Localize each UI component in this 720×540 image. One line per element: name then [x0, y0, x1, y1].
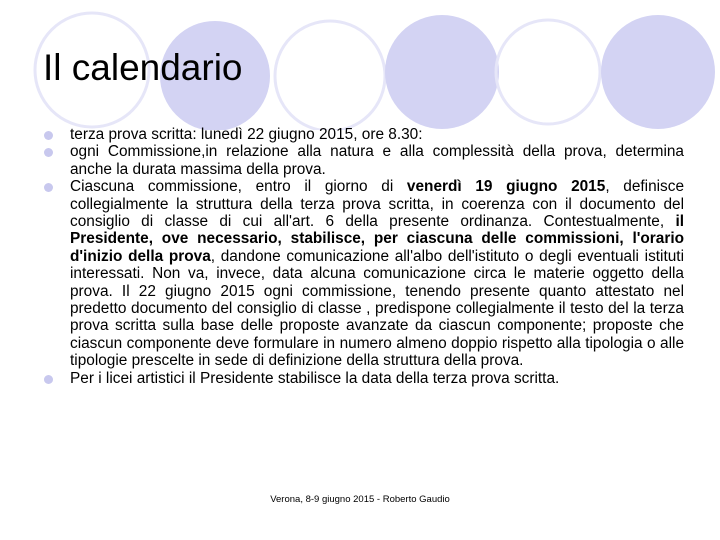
bullet-text-bold: il Presidente, ove necessario, stabilisce, per ciascuna delle commissioni, l'orario d'inizio della prova	[70, 213, 684, 265]
bullet-item	[44, 143, 684, 178]
bullet-item	[44, 370, 684, 387]
bullet-text: Ciascuna commissione, entro il giorno di	[70, 178, 407, 196]
slide-footer: Verona, 8-9 giugno 2015 - Roberto Gaudio	[270, 494, 450, 505]
circle-outline-3	[496, 20, 600, 124]
bullet-dot-icon	[44, 131, 53, 140]
bullet-text: , definisce collegialmente la struttura della terza prova scritta, in coerenza con il documento del consiglio di classe di cui all'art. 6 della presente ordinanza. Contestualmente,	[70, 178, 684, 231]
bullet-item	[44, 178, 684, 369]
bullet-text: terza prova scritta: lunedì 22 giugno 2015, ore 8.30:	[70, 126, 423, 143]
bullet-dot-icon	[44, 183, 53, 192]
bullet-list	[44, 126, 684, 387]
bullet-text: ogni Commissione,in relazione alla natura e alla complessità della prova, determina anche la durata massima della prova.	[70, 143, 684, 178]
circle-outline-2	[275, 21, 385, 130]
slide-title: Il calendario	[43, 47, 243, 88]
bullet-text-bold: venerdì 19 giugno 2015	[406, 178, 606, 196]
bullet-item	[44, 126, 684, 143]
bullet-text: Per i licei artistici il Presidente stabilisce la data della terza prova scritta.	[70, 369, 560, 387]
circle-filled-3	[601, 15, 715, 129]
bullet-dot-icon	[44, 148, 53, 157]
bullet-text: , dandone comunicazione all'albo dell'istituto o degli eventuali istituti interessati. Non va, invece, data alcuna comunicazione circa le materie oggetto della prova. Il 22 giugno 2015 ogni commissione, tenendo presente quanto attestato nel predetto documento del consiglio di classe , predispone collegialmente il testo del la terza prova scritta sulla base delle proposte avanzate da ciascun componente; proposte che ciascun componente deve formulare in numero almeno doppio rispetto alla tipologia o alle tipologie prescelte in sede di definizione della struttura della prova.	[70, 247, 684, 370]
bullet-dot-icon	[44, 375, 53, 384]
circle-filled-2	[385, 15, 499, 129]
